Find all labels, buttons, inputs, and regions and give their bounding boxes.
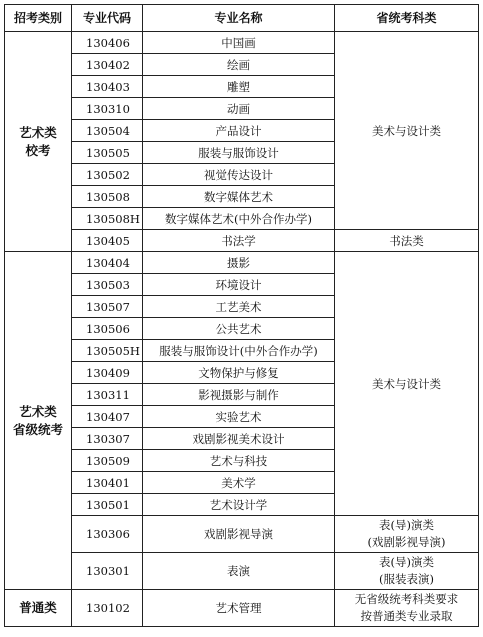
major-code: 130405 [72,230,143,252]
subject-performing [335,553,479,590]
major-code: 130403 [72,76,143,98]
admission-table-container [4,4,479,627]
major-name: 公共艺术 [143,318,335,340]
major-name: 服装与服饰设计(中外合作办学) [143,340,335,362]
major-name: 艺术设计学 [143,494,335,516]
major-code: 130501 [72,494,143,516]
major-code: 130502 [72,164,143,186]
subject-line: 无省级统考科类要求 [354,592,459,606]
table-row [5,252,479,274]
major-code: 130409 [72,362,143,384]
major-code: 130102 [72,590,143,627]
header-major-code: 专业代码 [72,5,143,32]
major-code: 130306 [72,516,143,553]
major-code: 130407 [72,406,143,428]
major-code: 130506 [72,318,143,340]
major-name: 动画 [143,98,335,120]
major-name: 艺术管理 [143,590,335,627]
category-provincial-exam [5,252,72,590]
major-code: 130301 [72,553,143,590]
major-name: 数字媒体艺术(中外合作办学) [143,208,335,230]
major-name: 表演 [143,553,335,590]
major-name: 艺术与科技 [143,450,335,472]
subject-directing [335,516,479,553]
major-name: 中国画 [143,32,335,54]
subject-line: (服装表演) [379,572,434,586]
major-code: 130504 [72,120,143,142]
table-row [5,230,479,252]
major-code: 130311 [72,384,143,406]
category-school-exam [5,32,72,252]
major-name: 雕塑 [143,76,335,98]
major-code: 130406 [72,32,143,54]
major-code: 130505 [72,142,143,164]
subject-line: 表(导)演类 [379,555,434,569]
major-name: 工艺美术 [143,296,335,318]
subject-art-design: 美术与设计类 [335,252,479,516]
table-row [5,32,479,54]
major-name: 环境设计 [143,274,335,296]
category-label-line: 校考 [25,142,51,158]
subject-art-design: 美术与设计类 [335,32,479,230]
subject-line: (戏剧影视导演) [367,535,446,549]
major-code: 130402 [72,54,143,76]
category-label-line: 省级统考 [12,421,63,437]
major-name: 绘画 [143,54,335,76]
subject-line: 按普通类专业录取 [360,609,453,623]
category-label-line: 艺术类 [19,403,57,419]
major-name: 视觉传达设计 [143,164,335,186]
major-code: 130508 [72,186,143,208]
major-code: 130509 [72,450,143,472]
major-name: 服装与服饰设计 [143,142,335,164]
table-row [5,590,479,627]
major-name: 戏剧影视美术设计 [143,428,335,450]
table-row [5,516,479,553]
subject-calligraphy: 书法类 [335,230,479,252]
major-code: 130307 [72,428,143,450]
major-code: 130310 [72,98,143,120]
subject-general [335,590,479,627]
subject-line: 表(导)演类 [379,518,434,532]
admission-major-table [4,4,479,627]
header-provincial-subject: 省统考科类 [335,5,479,32]
major-name: 书法学 [143,230,335,252]
major-code: 130404 [72,252,143,274]
major-name: 影视摄影与制作 [143,384,335,406]
table-header-row [5,5,479,32]
table-row [5,553,479,590]
header-major-name: 专业名称 [143,5,335,32]
major-code: 130401 [72,472,143,494]
category-label-line: 艺术类 [19,124,57,140]
major-code: 130503 [72,274,143,296]
major-code: 130505H [72,340,143,362]
header-category: 招考类别 [5,5,72,32]
major-code: 130507 [72,296,143,318]
major-name: 美术学 [143,472,335,494]
category-general: 普通类 [5,590,72,627]
major-name: 数字媒体艺术 [143,186,335,208]
major-name: 摄影 [143,252,335,274]
major-name: 戏剧影视导演 [143,516,335,553]
major-name: 实验艺术 [143,406,335,428]
major-name: 文物保护与修复 [143,362,335,384]
major-name: 产品设计 [143,120,335,142]
major-code: 130508H [72,208,143,230]
